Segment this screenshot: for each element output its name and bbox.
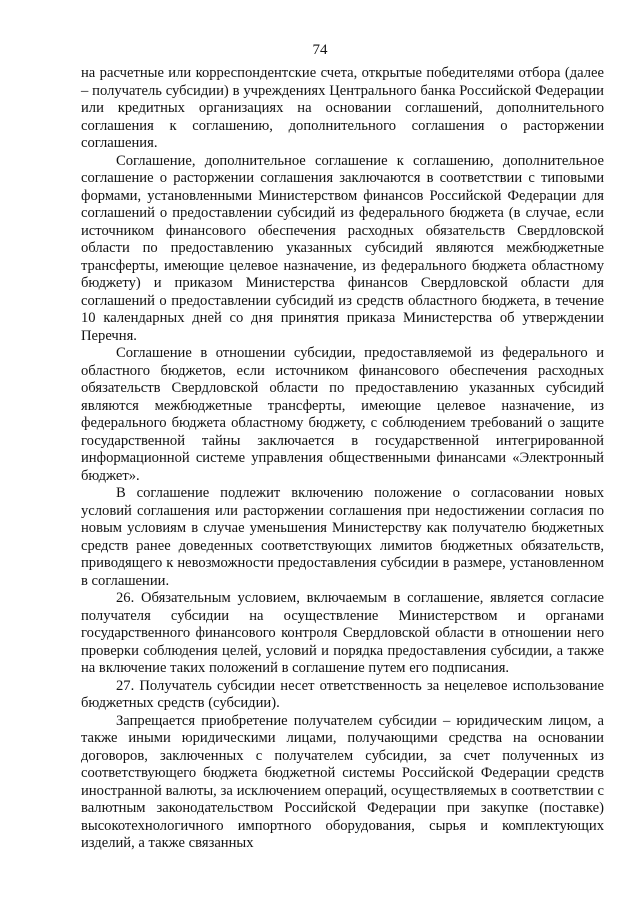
paragraph-6: 27. Получатель субсидии несет ответственность за нецелевое использование бюджетных средств (субсидии). (81, 677, 604, 711)
paragraph-5: 26. Обязательным условием, включаемым в соглашение, является согласие получателя субсидии на осуществление Министерством и органами государственного финансового контроля Свердловской области в отношении него проверки соблюдения целей, условий и порядка предоставления субсидии, а также на включение таких положений в соглашение путем его подписания. (81, 590, 604, 676)
paragraph-3: Соглашение в отношении субсидии, предоставляемой из федерального и областного бюджетов, если источником финансового обеспечения расходных обязательств Свердловской области по предоставлению указанных субсидий являются межбюджетные трансферты, имеющие целевое назначение, из федерального бюджета областному бюджету, с соблюдением требований о защите государственной тайны заключается в государственной интегрированной информационной системе управления общественными финансами «Электронный бюджет». (81, 345, 604, 484)
paragraph-1: на расчетные или корреспондентские счета, открытые победителями отбора (далее – получатель субсидии) в учреждениях Центрального банка Российской Федерации или кредитных организациях на основании соглашений, дополнительного соглашения к соглашению, дополнительного соглашения о расторжении соглашения. (81, 65, 604, 151)
page-number: 74 (312, 42, 328, 58)
paragraph-7: Запрещается приобретение получателем субсидии – юридическим лицом, а также иными юридическими лицами, получающими средства на основании договоров, заключенных с получателем субсидии, за счет полученных из соответствующего бюджета бюджетной системы Российской Федерации средств иностранной валюты, за исключением операций, осуществляемых в соответствии с валютным законодательством Российской Федерации при закупке (поставке) высокотехнологичного импортного оборудования, сырья и комплектующих изделий, а также связанных (81, 712, 604, 851)
paragraph-2: Соглашение, дополнительное соглашение к соглашению, дополнительное соглашение о расторжении соглашения заключаются в соответствии с типовыми формами, установленными Министерством финансов Российской Федерации для соглашений о предоставлении субсидий из федерального бюджета (в случае, если источником финансового обеспечения расходных обязательств Свердловской области по предоставлению указанных субсидий являются межбюджетные трансферты, имеющие целевое назначение, из федерального бюджета областному бюджету) и приказом Министерства финансов Свердловской области для соглашений о предоставлении субсидий из средств областного бюджета, в течение 10 календарных дней со дня принятия приказа Министерства об утверждении Перечня. (81, 152, 604, 344)
paragraph-4: В соглашение подлежит включению положение о согласовании новых условий соглашения или расторжении соглашения при недостижении согласия по новым условиям в случае уменьшения Министерству как получателю бюджетных средств ранее доведенных соответствующих лимитов бюджетных обязательств, приводящего к невозможности предоставления субсидии в размере, установленном в соглашении. (81, 485, 604, 589)
body-text (81, 65, 604, 853)
